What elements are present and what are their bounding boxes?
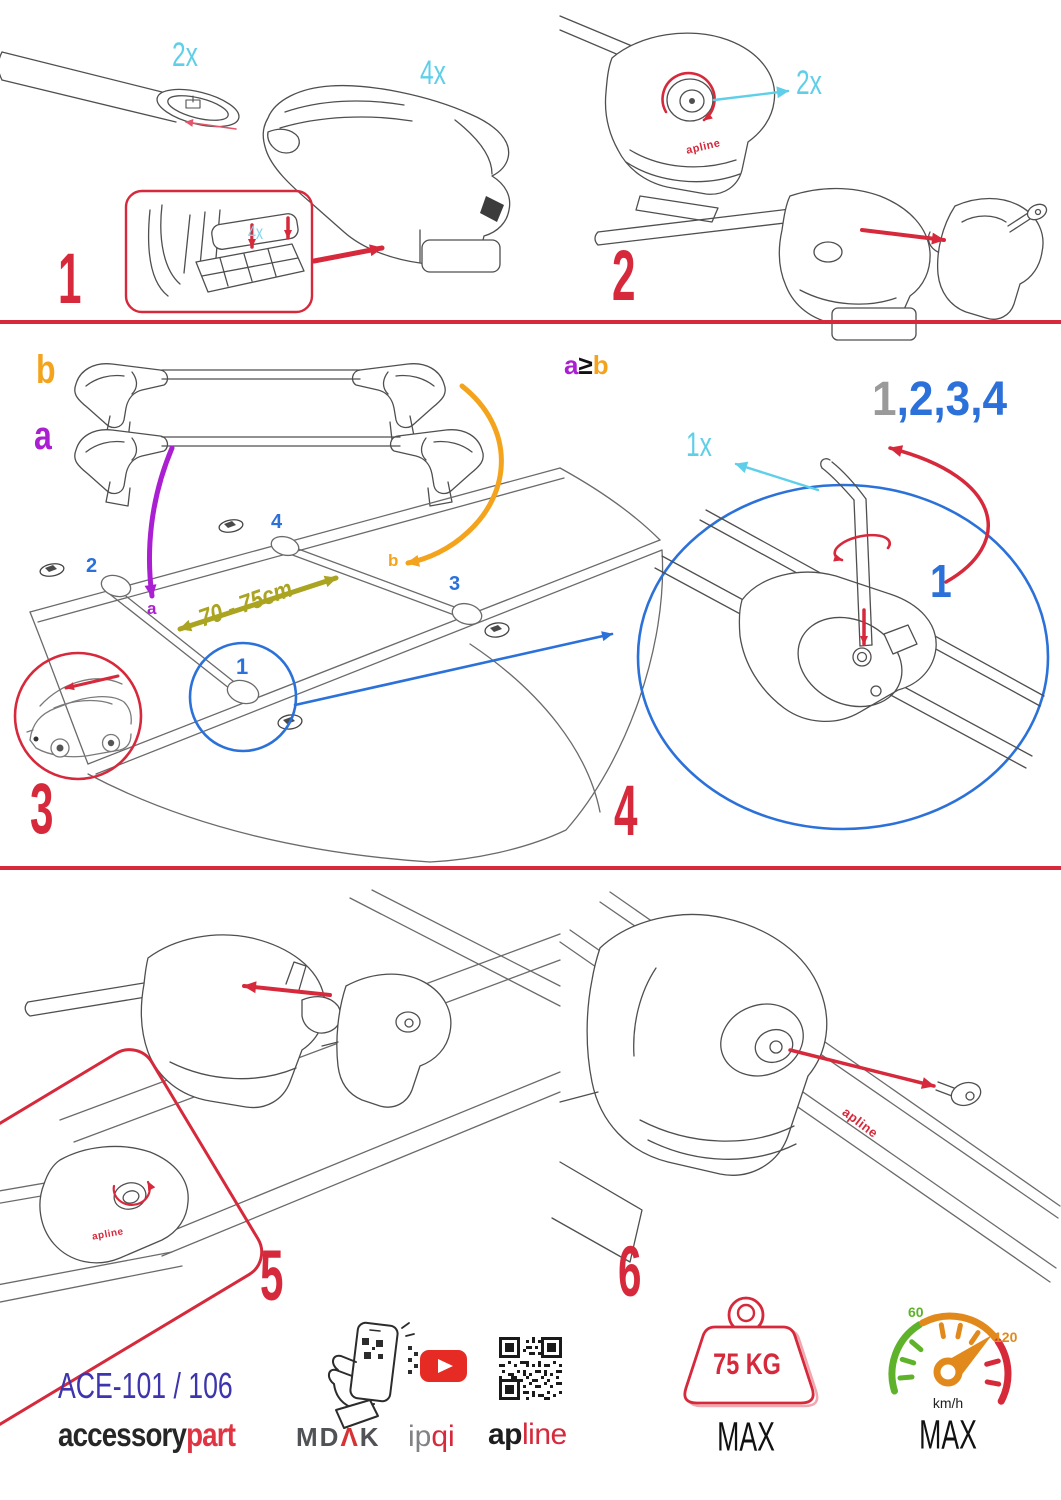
pad-inset-art (126, 191, 312, 312)
section-divider (0, 866, 1061, 870)
speed-high-label: 120 (994, 1329, 1018, 1345)
sequence-rest: ,2,3,4 (896, 373, 1008, 426)
step6-art (552, 892, 1060, 1282)
distance-label: 70 - 75cm (195, 574, 297, 633)
roof-marker-b: b (388, 551, 399, 570)
step1-foot-qty: 4x (420, 54, 446, 92)
roof-art (30, 468, 663, 862)
step1-bar-qty: 2x (172, 36, 198, 74)
mdak-accent: Λ (340, 1422, 360, 1452)
assembled-bar-b (75, 364, 446, 440)
step2-number: 2 (612, 235, 636, 316)
weight-max-label: MAX (717, 1413, 775, 1460)
model-number: ACE-101 / 106 (58, 1365, 233, 1406)
accessorypart-logo (58, 1418, 235, 1451)
roof-pos-4: 4 (271, 511, 283, 533)
car-inset-art (15, 653, 141, 779)
tighten-sequence (872, 373, 1008, 426)
step3-number: 3 (30, 768, 54, 849)
tool-qty: 1x (686, 426, 712, 464)
ipqi-red: qi (431, 1420, 455, 1453)
apline-red: line (522, 1418, 567, 1451)
tool-qty-arrow (736, 464, 818, 490)
step3-art (15, 364, 663, 862)
cover-art (928, 199, 1049, 320)
brand-logo-step6: apline (839, 1104, 882, 1141)
youtube-icon (420, 1350, 467, 1382)
key-art (936, 1079, 984, 1109)
cover-art-5 (322, 974, 451, 1107)
speedometer-icon (892, 1316, 1008, 1401)
phone-scan-icon (329, 1322, 418, 1428)
step1-pad-qty: 4x (248, 223, 264, 244)
apline-logo (488, 1420, 567, 1450)
roof-pos-1: 1 (236, 654, 249, 679)
foot-clamp-art (263, 86, 509, 272)
mdak-right: K (359, 1422, 381, 1452)
section-divider (0, 320, 1061, 324)
roof-pos-3: 3 (449, 573, 461, 595)
step2-lock-qty: 2x (796, 64, 822, 102)
apline-dark: ap (488, 1418, 523, 1451)
brand-logo-step2: apline (684, 137, 722, 157)
step5-number: 5 (260, 1235, 284, 1316)
accessorypart-dark: accessory (58, 1416, 187, 1453)
ipqi-gray: ip (408, 1420, 432, 1453)
condition-b: b (592, 350, 609, 380)
condition-a: a (564, 350, 579, 380)
crossbar-profile-art (0, 52, 243, 134)
weight-value: 75 KG (713, 1348, 781, 1381)
step4-pos-first: 1 (930, 555, 952, 607)
speed-low-label: 60 (908, 1304, 924, 1320)
condition-label (564, 352, 609, 378)
roof-marker-a: a (147, 599, 157, 618)
condition-op: ≥ (578, 350, 593, 380)
qr-code (499, 1337, 562, 1400)
step4-art (638, 448, 1048, 829)
mdak-left: MD (296, 1422, 341, 1452)
speed-unit-label: km/h (932, 1395, 964, 1411)
ipqi-logo (408, 1422, 455, 1452)
assembled-bar-a (75, 430, 484, 506)
step6-number: 6 (618, 1231, 642, 1312)
detail-leader (295, 634, 612, 705)
mdak-logo (296, 1424, 381, 1450)
bar-b-label: b (36, 348, 56, 392)
accessorypart-red: part (186, 1416, 236, 1453)
bar-a-label: a (34, 414, 52, 458)
brand-logo-step5: apline (91, 1226, 125, 1243)
step4-number: 4 (614, 770, 638, 851)
step1-number: 1 (58, 238, 82, 319)
sequence-first: 1 (872, 373, 897, 426)
speed-max-label: MAX (919, 1411, 977, 1458)
roof-pos-2: 2 (86, 555, 98, 577)
